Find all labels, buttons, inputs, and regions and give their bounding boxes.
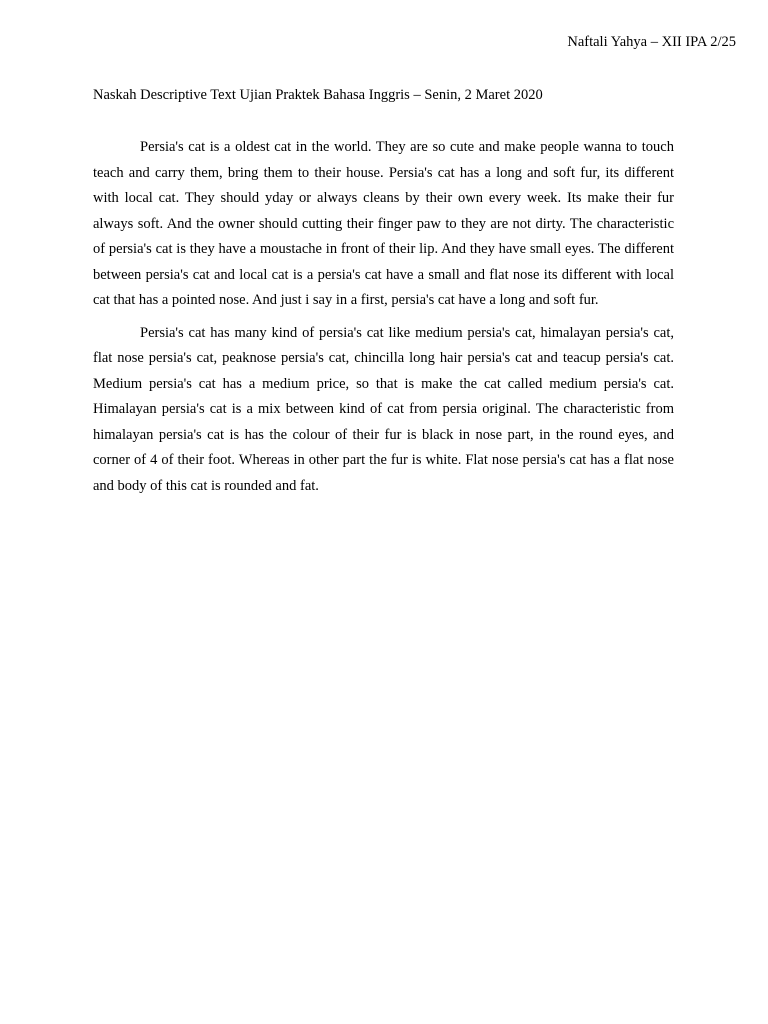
author-class-header: Naftali Yahya – XII IPA 2/25	[567, 34, 736, 50]
paragraph-1: Persia's cat is a oldest cat in the world. They are so cute and make people wanna to touch teach and carry them, bring them to their house. Persia's cat has a long and soft fur, its different with local cat. They should yday or always cleans by their own every week. Its make their fur always soft. And the owner should cutting their finger paw to they are not dirty. The characteristic of persia's cat is they have a moustache in front of their lip. And they have small eyes. The different between persia's cat and local cat is a persia's cat have a small and flat nose its different with local cat that has a pointed nose. And just i say in a first, persia's cat have a long and soft fur.	[93, 139, 674, 308]
document-title: Naskah Descriptive Text Ujian Praktek Bahasa Inggris – Senin, 2 Maret 2020	[93, 87, 543, 103]
paragraph-2: Persia's cat has many kind of persia's cat like medium persia's cat, himalayan persia's cat, flat nose persia's cat, peaknose persia's cat, chincilla long hair persia's cat and teacup persia's cat. Medium persia's cat has a medium price, so that is make the cat called medium persia's cat. Himalayan persia's cat is a mix between kind of cat from persia original. The characteristic from himalayan persia's cat is has the colour of their fur is black in nose part, in the round eyes, and corner of 4 of their foot. Whereas in other part the fur is white. Flat nose persia's cat has a flat nose and body of this cat is rounded and fat.	[93, 324, 674, 494]
document-body	[93, 135, 674, 506]
